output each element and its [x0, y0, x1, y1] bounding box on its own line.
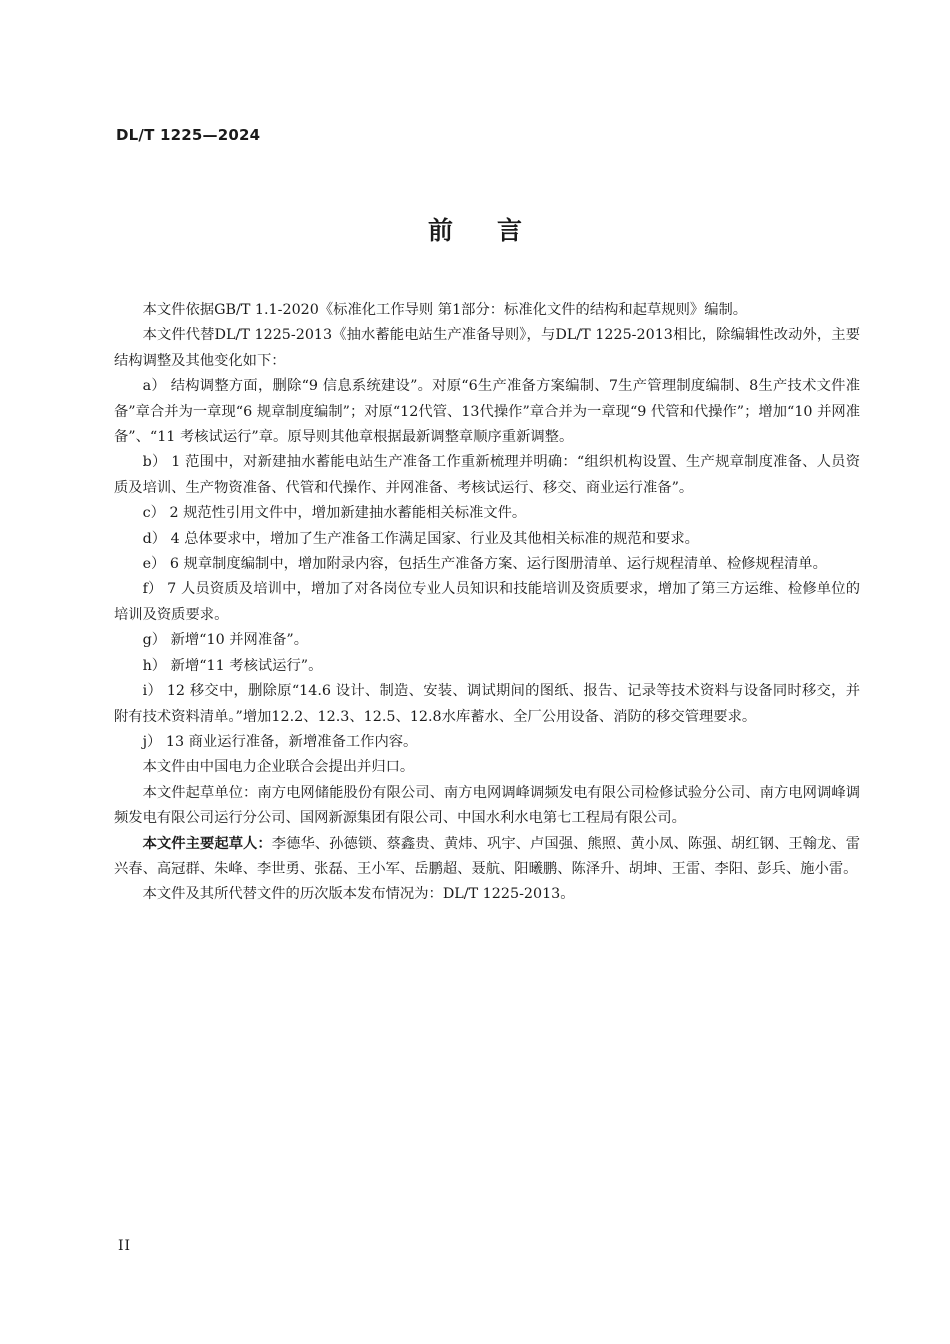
paragraph-basis: 本文件依据GB/T 1.1-2020《标准化工作导则 第1部分：标准化文件的结构和起草规则》编制。	[142, 302, 748, 318]
paragraph-drafting-units: 本文件起草单位：南方电网储能股份有限公司、南方电网调峰调频发电有限公司检修试验分公司、南方电网调峰调频发电有限公司运行分公司、国网新源集团有限公司、中国水利水电第七工程局有限公司。	[114, 784, 860, 827]
title-char-2: 言	[497, 216, 523, 245]
change-item-c: c） 2 规范性引用文件中，增加新建抽水蓄能相关标准文件。	[142, 505, 527, 522]
paragraph-replacement: 本文件代替DL/T 1225-2013《抽水蓄能电站生产准备导则》，与DL/T 1225-2013相比，除编辑性改动外，主要结构调整及其他变化如下：	[114, 327, 860, 369]
paragraph-version-history: 本文件及其所代替文件的历次版本发布情况为：DL/T 1225-2013。	[142, 886, 575, 903]
change-item-h: h） 新增“11 考核试运行”。	[142, 657, 323, 674]
change-item-g: g） 新增“10 并网准备”。	[142, 632, 309, 649]
paragraph-drafters	[114, 832, 860, 883]
drafters-names: 李德华、孙德锁、蔡鑫贵、黄炜、巩宇、卢国强、熊照、黄小凤、陈强、胡红钢、王翰龙、雷兴春、高冠群、朱峰、李世勇、张磊、王小军、岳鹏超、聂航、阳曦鹏、陈泽升、胡坤、王雷、李阳、彭兵、施小雷。	[114, 835, 861, 877]
page-title	[0, 214, 950, 248]
change-item-i: i） 12 移交中，删除原“14.6 设计、制造、安装、调试期间的图纸、报告、记录等技术资料与设备同时移交，并附有技术资料清单。”增加12.2、12.3、12.5、12.8水库蓄水、全厂公用设备、消防的移交管理要求。	[114, 683, 860, 725]
change-item-j: j） 13 商业运行准备，新增准备工作内容。	[142, 733, 418, 750]
change-item-a: a） 结构调整方面，删除“9 信息系统建设”。对原“6生产准备方案编制、7生产管理制度编制、8生产技术文件准备”章合并为一章现“6 规章制度编制”；对原“12代管、13代操作”章合并为一章现“9 代管和代操作”；增加“10 并网准备”、“11 考核试运行”章。原导则其他章根据最新调整章顺序重新调整。	[114, 378, 860, 446]
change-item-d: d） 4 总体要求中，增加了生产准备工作满足国家、行业及其他相关标准的规范和要求。	[142, 530, 699, 547]
change-item-e: e） 6 规章制度编制中，增加附录内容，包括生产准备方案、运行图册清单、运行规程清单、检修规程清单。	[142, 556, 827, 573]
document-code: DL/T 1225—2024	[116, 126, 261, 144]
change-item-b: b） 1 范围中，对新建抽水蓄能电站生产准备工作重新梳理并明确：“组织机构设置、生产规章制度准备、人员资质及培训、生产物资准备、代管和代操作、并网准备、考核试运行、移交、商业运行准备”。	[114, 454, 860, 496]
title-char-1: 前	[427, 216, 453, 245]
change-item-f: f） 7 人员资质及培训中，增加了对各岗位专业人员知识和技能培训及资质要求，增加了第三方运维、检修单位的培训及资质要求。	[114, 581, 860, 623]
drafters-label: 本文件主要起草人：	[142, 835, 272, 852]
paragraph-proposer: 本文件由中国电力企业联合会提出并归口。	[142, 759, 415, 776]
foreword-body	[114, 298, 860, 908]
page-number: II	[118, 1238, 132, 1254]
